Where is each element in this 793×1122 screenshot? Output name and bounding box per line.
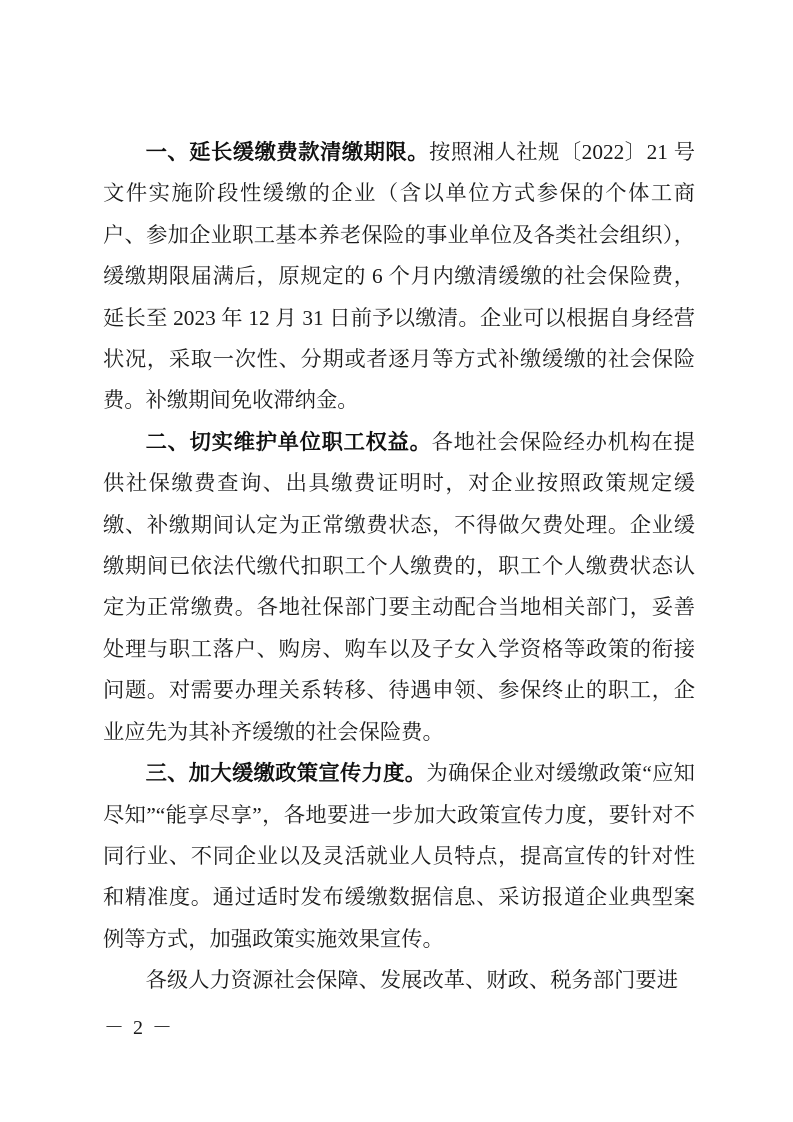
paragraph-heading: 二、切实维护单位职工权益。 [145, 429, 432, 454]
paragraph [103, 422, 695, 753]
document-body [103, 132, 695, 1002]
paragraph-text: 各级人力资源社会保障、发展改革、财政、税务部门要进 [145, 968, 679, 993]
paragraph-text: 为确保企业对缓缴政策“应知尽知”“能享尽享”，各地要进一步加大政策宣传力度，要针对不同行业、不同企业以及灵活就业人员特点，提高宣传的针对性和精准度。通过适时发布缓缴数据信息、采访报道企业典型案例等方式，加强政策实施效果宣传。 [103, 761, 695, 951]
paragraph [103, 960, 695, 1001]
page-number: － 2 － [104, 1017, 174, 1039]
paragraph-text: 按照湘人社规〔2022〕21 号文件实施阶段性缓缴的企业（含以单位方式参保的个体工商户、参加企业职工基本养老保险的事业单位及各类社会组织），缓缴期限届满后，原规定的 6 个月内缴清缓缴的社会保险费，延长至 2023 年 12 月 31 日前予以缴清。企业可以根据自身经营状况，采取一次性、分期或者逐月等方式补缴缓缴的社会保险费。补缴期间免收滞纳金。 [103, 140, 695, 413]
paragraph [103, 753, 695, 960]
paragraph-heading: 一、延长缓缴费款清缴期限。 [145, 140, 430, 164]
paragraph [103, 132, 695, 422]
paragraph-text: 各地社会保险经办机构在提供社保缴费查询、出具缴费证明时，对企业按照政策规定缓缴、补缴期间认定为正常缴费状态，不得做欠费处理。企业缓缴期间已依法代缴代扣职工个人缴费的，职工个人缴费状态认定为正常缴费。各地社保部门要主动配合当地相关部门，妥善处理与职工落户、购房、购车以及子女入学资格等政策的衔接问题。对需要办理关系转移、待遇申领、参保终止的职工，企业应先为其补齐缓缴的社会保险费。 [103, 429, 695, 744]
paragraph-heading: 三、加大缓缴政策宣传力度。 [145, 761, 427, 786]
